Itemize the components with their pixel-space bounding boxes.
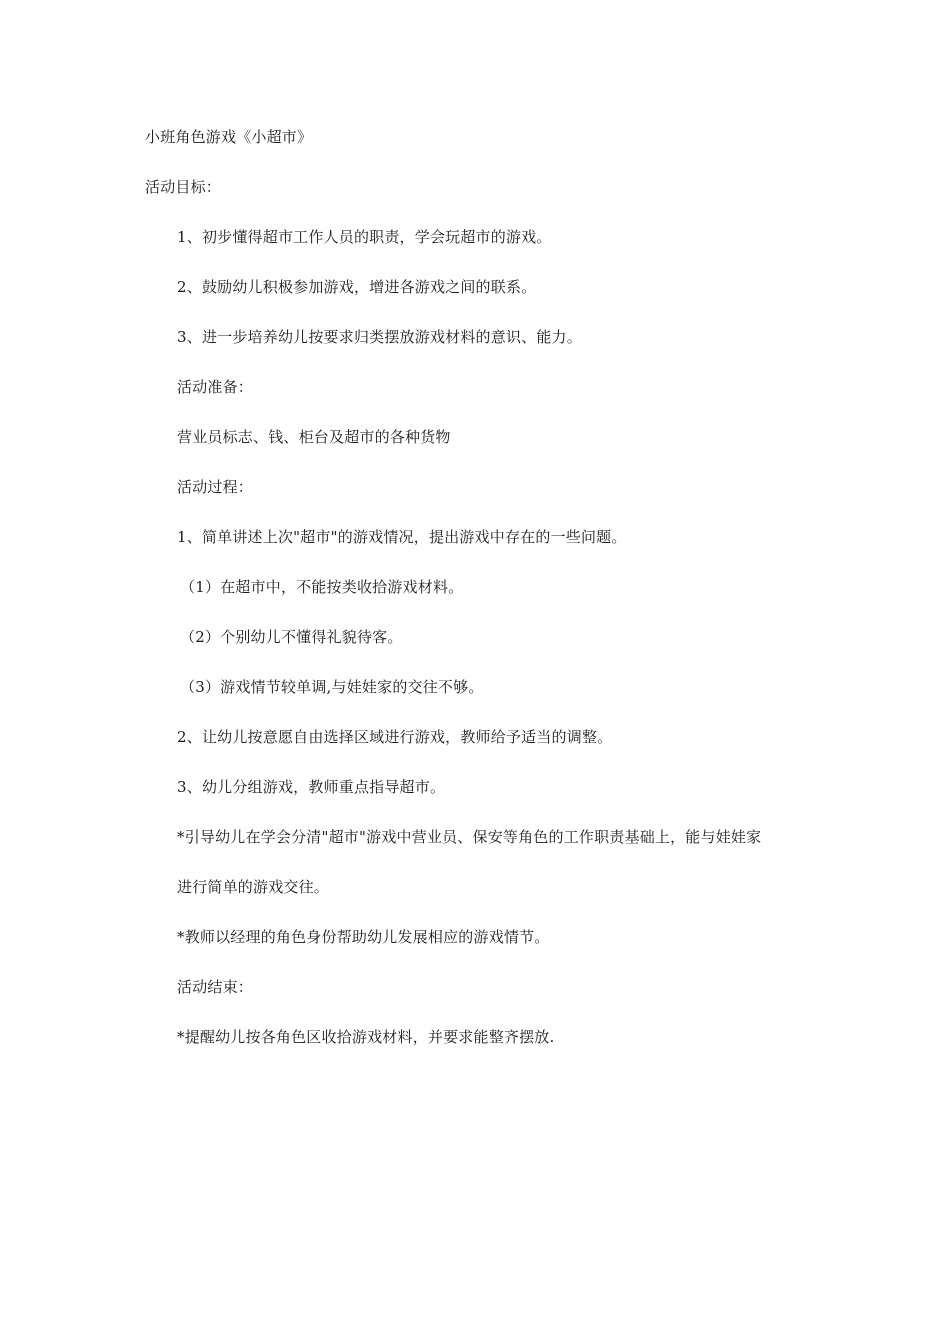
prep-text: 营业员标志、钱、柜台及超市的各种货物 (177, 428, 451, 446)
goal-item: 1、初步懂得超市工作人员的职责，学会玩超市的游戏。 (177, 228, 552, 246)
document-title: 小班角色游戏《小超市》 (145, 128, 313, 146)
end-text: *提醒幼儿按各角色区收拾游戏材料，并要求能整齐摆放. (177, 1028, 555, 1046)
goals-heading: 活动目标： (145, 178, 222, 196)
problem-item: （1）在超市中，不能按类收拾游戏材料。 (180, 578, 464, 596)
process-step: 2、让幼儿按意愿自由选择区域进行游戏，教师给予适当的调整。 (177, 728, 613, 746)
process-step: 3、幼儿分组游戏，教师重点指导超市。 (177, 778, 446, 796)
goal-item: 2、鼓励幼儿积极参加游戏，增进各游戏之间的联系。 (177, 278, 537, 296)
problem-item: （2）个别幼儿不懂得礼貌待客。 (180, 628, 403, 646)
end-heading: 活动结束： (177, 978, 254, 996)
process-step: 1、简单讲述上次"超市"的游戏情况，提出游戏中存在的一些问题。 (177, 528, 627, 546)
prep-heading: 活动准备： (177, 378, 254, 396)
goal-item: 3、进一步培养幼儿按要求归类摆放游戏材料的意识、能力。 (177, 328, 582, 346)
teacher-guide: *教师以经理的角色身份帮助幼儿发展相应的游戏情节。 (177, 928, 550, 946)
problem-item: （3）游戏情节较单调,与娃娃家的交往不够。 (180, 678, 484, 696)
process-heading: 活动过程： (177, 478, 254, 496)
guide-line: *引导幼儿在学会分清"超市"游戏中营业员、保安等角色的工作职责基础上，能与娃娃家 (177, 828, 762, 846)
guide-line: 进行简单的游戏交往。 (177, 878, 330, 896)
